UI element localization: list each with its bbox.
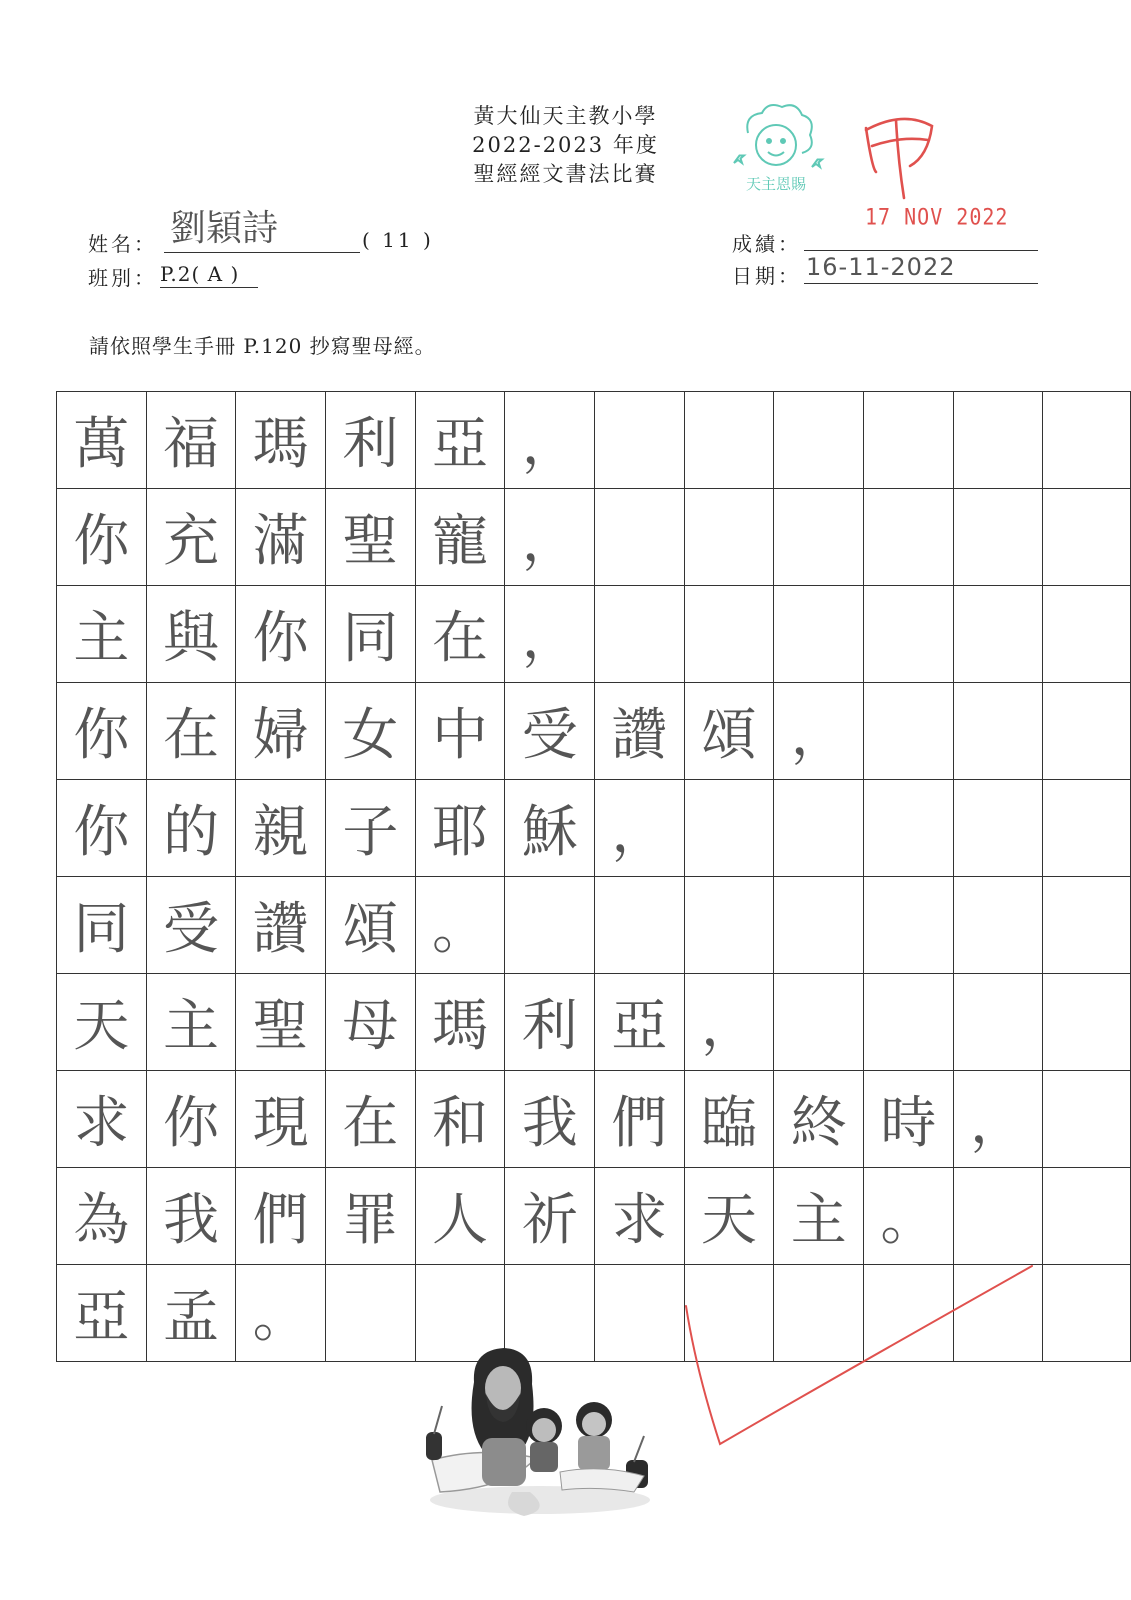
grid-cell xyxy=(1043,683,1131,780)
grid-cell: 。 xyxy=(236,1265,326,1362)
grid-cell: 同 xyxy=(57,877,147,974)
grid-cell: 亞 xyxy=(415,392,505,489)
class-label: 班別： xyxy=(88,266,157,290)
grid-cell xyxy=(1043,1168,1131,1265)
grid-cell: 們 xyxy=(595,1071,685,1168)
stamp-text: 天主恩賜 xyxy=(745,175,807,193)
grid-cell xyxy=(953,392,1043,489)
grid-cell: 利 xyxy=(326,392,416,489)
grid-cell: ， xyxy=(505,586,595,683)
grid-cell: 人 xyxy=(415,1168,505,1265)
school-name: 黃大仙天主教小學 xyxy=(473,104,658,128)
grid-cell: 親 xyxy=(236,780,326,877)
grid-cell: 利 xyxy=(505,974,595,1071)
grid-row xyxy=(57,586,1131,683)
grid-cell xyxy=(684,586,774,683)
grid-cell: 亞 xyxy=(57,1265,147,1362)
grid-row xyxy=(57,1168,1131,1265)
instruction-text: 請依照學生手冊 P.120 抄寫聖母經。 xyxy=(89,334,436,358)
grid-cell: 你 xyxy=(57,683,147,780)
grid-cell: 的 xyxy=(146,780,236,877)
grid-cell: 罪 xyxy=(326,1168,416,1265)
grid-cell xyxy=(595,489,685,586)
grid-cell: 瑪 xyxy=(415,974,505,1071)
grid-cell: 滿 xyxy=(236,489,326,586)
grid-cell: 和 xyxy=(415,1071,505,1168)
class-value: P.2( A ) xyxy=(160,262,240,286)
grid-cell: 現 xyxy=(236,1071,326,1168)
grid-cell: 為 xyxy=(57,1168,147,1265)
grid-cell xyxy=(864,780,954,877)
grid-cell: 充 xyxy=(146,489,236,586)
grid-cell: 同 xyxy=(326,586,416,683)
grid-cell: 福 xyxy=(146,392,236,489)
grid-cell: 主 xyxy=(146,974,236,1071)
grid-cell: 讚 xyxy=(595,683,685,780)
grid-cell xyxy=(595,877,685,974)
grid-cell: 母 xyxy=(326,974,416,1071)
class-number: ( 11 ) xyxy=(362,228,434,252)
grid-cell xyxy=(774,489,864,586)
grid-row xyxy=(57,877,1131,974)
grid-cell: ， xyxy=(684,974,774,1071)
grid-cell xyxy=(953,586,1043,683)
grid-cell: 女 xyxy=(326,683,416,780)
grid-row xyxy=(57,489,1131,586)
grid-cell xyxy=(595,586,685,683)
grid-cell: 萬 xyxy=(57,392,147,489)
date-label: 日期： xyxy=(732,264,801,288)
teacher-stamp xyxy=(720,93,832,205)
grid-cell: ， xyxy=(505,392,595,489)
name-underline xyxy=(164,252,360,253)
grid-cell xyxy=(864,489,954,586)
grid-cell: 受 xyxy=(505,683,595,780)
grid-cell xyxy=(864,586,954,683)
grid-cell xyxy=(684,392,774,489)
grid-cell: 主 xyxy=(57,586,147,683)
grid-cell xyxy=(953,683,1043,780)
grid-cell xyxy=(953,877,1043,974)
grid-cell: 在 xyxy=(415,586,505,683)
grid-cell xyxy=(774,586,864,683)
grid-cell xyxy=(1043,586,1131,683)
grid-cell: 中 xyxy=(415,683,505,780)
grid-cell xyxy=(684,780,774,877)
grid-cell xyxy=(595,392,685,489)
grid-cell xyxy=(953,1168,1043,1265)
grid-cell: 們 xyxy=(236,1168,326,1265)
check-mark xyxy=(680,1260,1040,1460)
grid-cell xyxy=(864,974,954,1071)
grid-cell: 你 xyxy=(146,1071,236,1168)
grid-cell xyxy=(1043,489,1131,586)
grid-cell xyxy=(1043,780,1131,877)
name-label: 姓名： xyxy=(88,232,157,256)
grade-mark xyxy=(858,112,948,200)
academic-year: 2022-2023 年度 xyxy=(472,133,659,157)
worksheet-title xyxy=(0,102,1131,189)
grid-cell: 臨 xyxy=(684,1071,774,1168)
grid-cell: 亞 xyxy=(595,974,685,1071)
score-label: 成績： xyxy=(732,232,801,256)
grid-cell xyxy=(505,877,595,974)
grid-cell: 求 xyxy=(595,1168,685,1265)
grid-cell xyxy=(953,489,1043,586)
grid-cell xyxy=(326,1265,416,1362)
grid-cell xyxy=(1043,1071,1131,1168)
grid-row xyxy=(57,974,1131,1071)
date-underline xyxy=(804,283,1038,284)
class-underline xyxy=(160,287,258,288)
grid-row xyxy=(57,392,1131,489)
grid-cell: 頌 xyxy=(684,683,774,780)
grid-cell xyxy=(774,392,864,489)
grid-cell: 穌 xyxy=(505,780,595,877)
grid-cell: 你 xyxy=(57,489,147,586)
grid-cell xyxy=(774,877,864,974)
grid-cell: 求 xyxy=(57,1071,147,1168)
grid-cell xyxy=(1043,392,1131,489)
grid-cell: 耶 xyxy=(415,780,505,877)
grid-cell: 讚 xyxy=(236,877,326,974)
grid-row xyxy=(57,683,1131,780)
grid-cell xyxy=(864,683,954,780)
grid-cell: 你 xyxy=(236,586,326,683)
grid-cell: 孟 xyxy=(146,1265,236,1362)
grid-cell: 頌 xyxy=(326,877,416,974)
grid-cell: 我 xyxy=(146,1168,236,1265)
grid-cell: 與 xyxy=(146,586,236,683)
writing-grid xyxy=(56,391,1131,1362)
received-date-stamp: 17 NOV 2022 xyxy=(865,203,1009,231)
jesus-children-illustration xyxy=(412,1342,668,1520)
grid-cell xyxy=(684,489,774,586)
grid-cell xyxy=(1043,974,1131,1071)
grid-cell: 主 xyxy=(774,1168,864,1265)
grid-cell: 我 xyxy=(505,1071,595,1168)
date-value: 16-11-2022 xyxy=(806,253,956,281)
competition-name: 聖經經文書法比賽 xyxy=(473,162,658,186)
grid-cell: ， xyxy=(774,683,864,780)
grid-cell: 祈 xyxy=(505,1168,595,1265)
grid-cell: 在 xyxy=(146,683,236,780)
grid-cell: ， xyxy=(953,1071,1043,1168)
grid-cell: 。 xyxy=(864,1168,954,1265)
grid-cell: 天 xyxy=(684,1168,774,1265)
grid-cell: 聖 xyxy=(236,974,326,1071)
grid-cell: 受 xyxy=(146,877,236,974)
grid-row xyxy=(57,1071,1131,1168)
grid-cell xyxy=(864,392,954,489)
grid-cell: 你 xyxy=(57,780,147,877)
score-underline xyxy=(804,250,1038,251)
grid-cell xyxy=(774,974,864,1071)
grid-cell: 子 xyxy=(326,780,416,877)
grid-cell: ， xyxy=(595,780,685,877)
grid-row xyxy=(57,780,1131,877)
grid-cell: 婦 xyxy=(236,683,326,780)
grid-cell xyxy=(953,780,1043,877)
student-name: 劉穎詩 xyxy=(170,208,279,249)
grid-cell xyxy=(684,877,774,974)
grid-cell: 。 xyxy=(415,877,505,974)
grid-cell: 在 xyxy=(326,1071,416,1168)
grid-cell xyxy=(953,974,1043,1071)
grid-cell xyxy=(864,877,954,974)
grid-cell xyxy=(1043,877,1131,974)
grid-cell: 聖 xyxy=(326,489,416,586)
grid-cell: 終 xyxy=(774,1071,864,1168)
grid-cell: 瑪 xyxy=(236,392,326,489)
grid-cell: 天 xyxy=(57,974,147,1071)
grid-cell: 寵 xyxy=(415,489,505,586)
grid-cell: 時 xyxy=(864,1071,954,1168)
grid-cell xyxy=(1043,1265,1131,1362)
grid-cell: ， xyxy=(505,489,595,586)
grid-cell xyxy=(774,780,864,877)
